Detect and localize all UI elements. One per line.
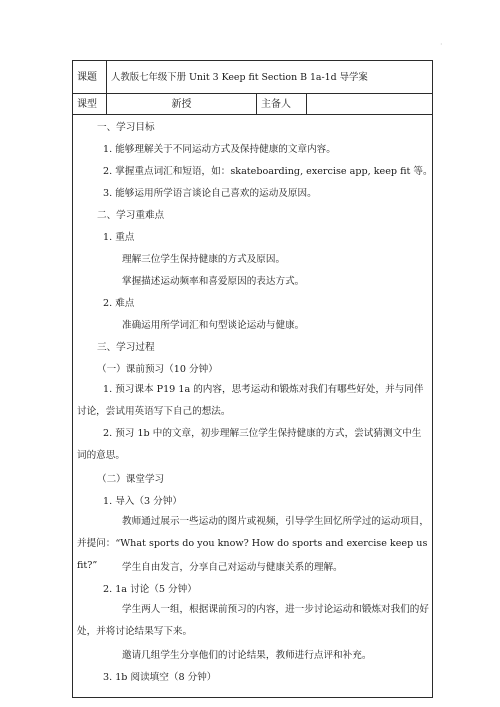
class-step-1-text: 教师通过展示一些运动的图片或视频，引导学生回忆所学过的运动项目，并提问：“What sports do you know? How do sports and exercise keep us fit?” [77, 516, 429, 571]
class-step-2-label: 2. 1a 讨论（5 分钟） [103, 584, 197, 595]
title-row [73, 61, 433, 94]
key-point-label: 1. 重点 [103, 232, 135, 243]
section-heading-key-points: 二、学习重难点 [97, 210, 165, 221]
key-point-2: 掌握描述运动频率和喜爱原因的表达方式。 [122, 276, 305, 287]
section-heading-process: 三、学习过程 [97, 342, 155, 353]
lesson-plan-table [72, 60, 433, 698]
preparer-label: 主备人 [257, 94, 307, 115]
preview-heading: （一）课前预习（10 分钟） [97, 364, 218, 375]
class-step-2-text-2: 邀请几组学生分享他们的讨论结果，教师进行点评和补充。 [122, 650, 372, 661]
preview-task-2: 2. 预习 1b 中的文章，初步理解三位学生保持健康的方式，尝试猜测文中生词的意思。 [77, 428, 422, 461]
type-label: 课型 [73, 94, 107, 115]
title-value-cell [107, 61, 433, 94]
title-value: 人教版七年级下册 Unit 3 Keep fit Section B 1a-1d 导学案 [111, 71, 368, 83]
corner-mark: · [440, 40, 443, 49]
difficulty-1: 准确运用所学词汇和句型谈论运动与健康。 [122, 320, 305, 331]
section-heading-objectives: 一、学习目标 [97, 122, 155, 133]
preparer-value [307, 94, 433, 115]
content-body [73, 115, 432, 697]
class-step-3-label: 3. 1b 阅读填空（8 分钟） [103, 672, 217, 683]
objective-item-2: 2. 掌握重点词汇和短语，如：skateboarding, exercise app, keep fit 等。 [103, 166, 433, 177]
class-step-1-label: 1. 导入（3 分钟） [103, 496, 182, 507]
type-value: 新授 [107, 94, 257, 115]
title-label: 课题 [73, 61, 107, 94]
content-cell [73, 115, 433, 698]
objective-item-3: 3. 能够运用所学语言谈论自己喜欢的运动及原因。 [103, 188, 317, 199]
preview-task-1: 1. 预习课本 P19 1a 的内容，思考运动和锻炼对我们有哪些好处，并与同伴讨论，尝试用英语写下自己的想法。 [77, 384, 424, 417]
class-step-1-text-2: 学生自由发言，分享自己对运动与健康关系的理解。 [122, 562, 343, 573]
difficulty-label: 2. 难点 [103, 298, 135, 309]
class-heading: （二）课堂学习 [97, 474, 165, 485]
content-row [73, 115, 433, 698]
objective-item-1: 1. 能够理解关于不同运动方式及保持健康的文章内容。 [103, 144, 336, 155]
type-row [73, 94, 433, 115]
key-point-1: 理解三位学生保持健康的方式及原因。 [122, 254, 286, 265]
class-step-2-text: 学生两人一组，根据课前预习的内容，进一步讨论运动和锻炼对我们的好处，并将讨论结果写下来。 [77, 604, 429, 637]
